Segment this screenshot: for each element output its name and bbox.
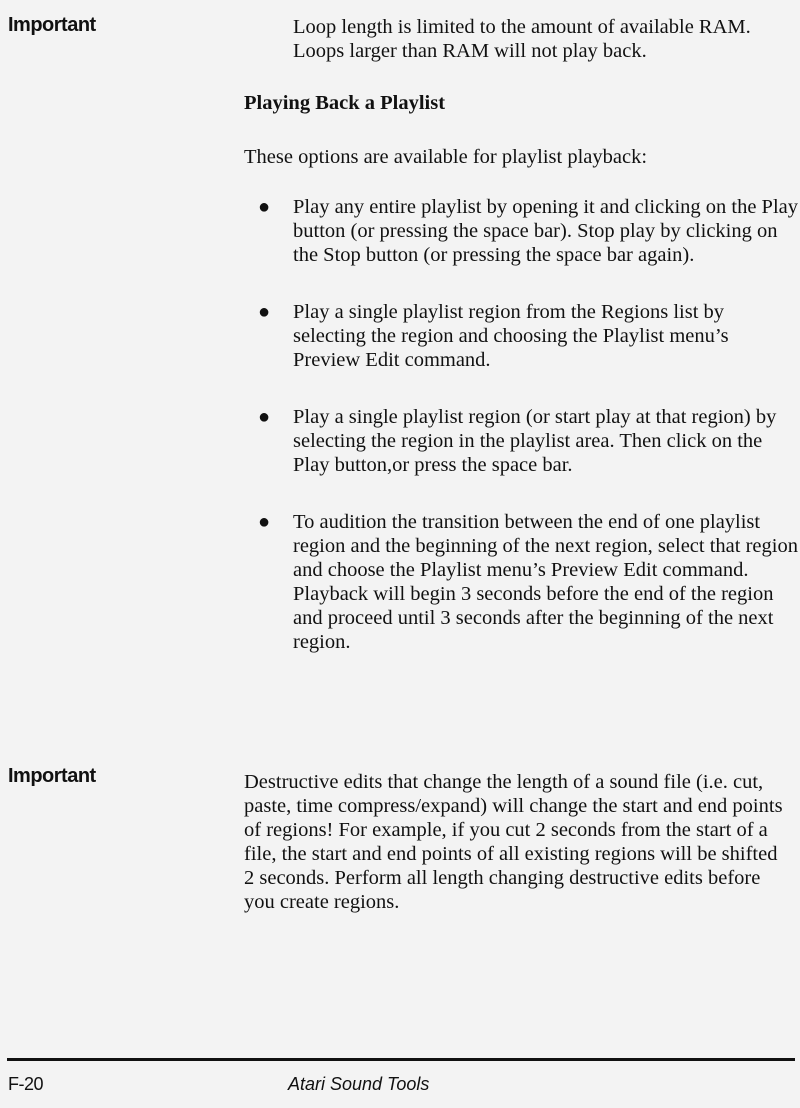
important-note-loop-length: Loop length is limited to the amount of available RAM. Loops larger than RAM will not play back. bbox=[293, 16, 751, 62]
important-label-2: Important bbox=[8, 765, 96, 787]
bullet-icon: ● bbox=[258, 301, 271, 323]
list-item-text: To audition the transition between the end of one playlist region and the beginning of the next region, select that region and choose the Playlist menu’s Preview Edit command. Playback will begin 3 seconds before the end of the region and proceed until 3 seconds after the beginning of the next region. bbox=[293, 511, 798, 653]
bullet-icon: ● bbox=[258, 196, 271, 218]
list-item bbox=[258, 195, 798, 267]
important-label-1: Important bbox=[8, 14, 96, 36]
page-number: F-20 bbox=[8, 1074, 44, 1094]
list-item bbox=[258, 405, 798, 477]
section-intro: These options are available for playlist playback: bbox=[244, 146, 648, 168]
section-heading: Playing Back a Playlist bbox=[244, 92, 446, 114]
playback-options-list bbox=[258, 195, 798, 687]
bullet-icon: ● bbox=[258, 511, 271, 533]
list-item-text: Play any entire playlist by opening it and clicking on the Play button (or pressing the space bar). Stop play by clicking on the Stop button (or pressing the space bar again). bbox=[293, 196, 799, 266]
footer-rule bbox=[7, 1058, 795, 1061]
list-item bbox=[258, 510, 798, 654]
bullet-icon: ● bbox=[258, 406, 271, 428]
list-item bbox=[258, 300, 798, 372]
list-item-text: Play a single playlist region (or start play at that region) by selecting the region in the playlist area. Then click on the Play button,or press the space bar. bbox=[293, 406, 777, 476]
footer-title: Atari Sound Tools bbox=[288, 1074, 430, 1094]
important-note-destructive-edits: Destructive edits that change the length of a sound file (i.e. cut, paste, time compress/expand) will change the start and end points of regions! For example, if you cut 2 seconds from the start of a file, the start and end points of all existing regions will be shifted 2 seconds. Perform all length changing destructive edits before you create regions. bbox=[244, 771, 783, 913]
list-item-text: Play a single playlist region from the Regions list by selecting the region and choosing the Playlist menu’s Preview Edit command. bbox=[293, 301, 729, 371]
